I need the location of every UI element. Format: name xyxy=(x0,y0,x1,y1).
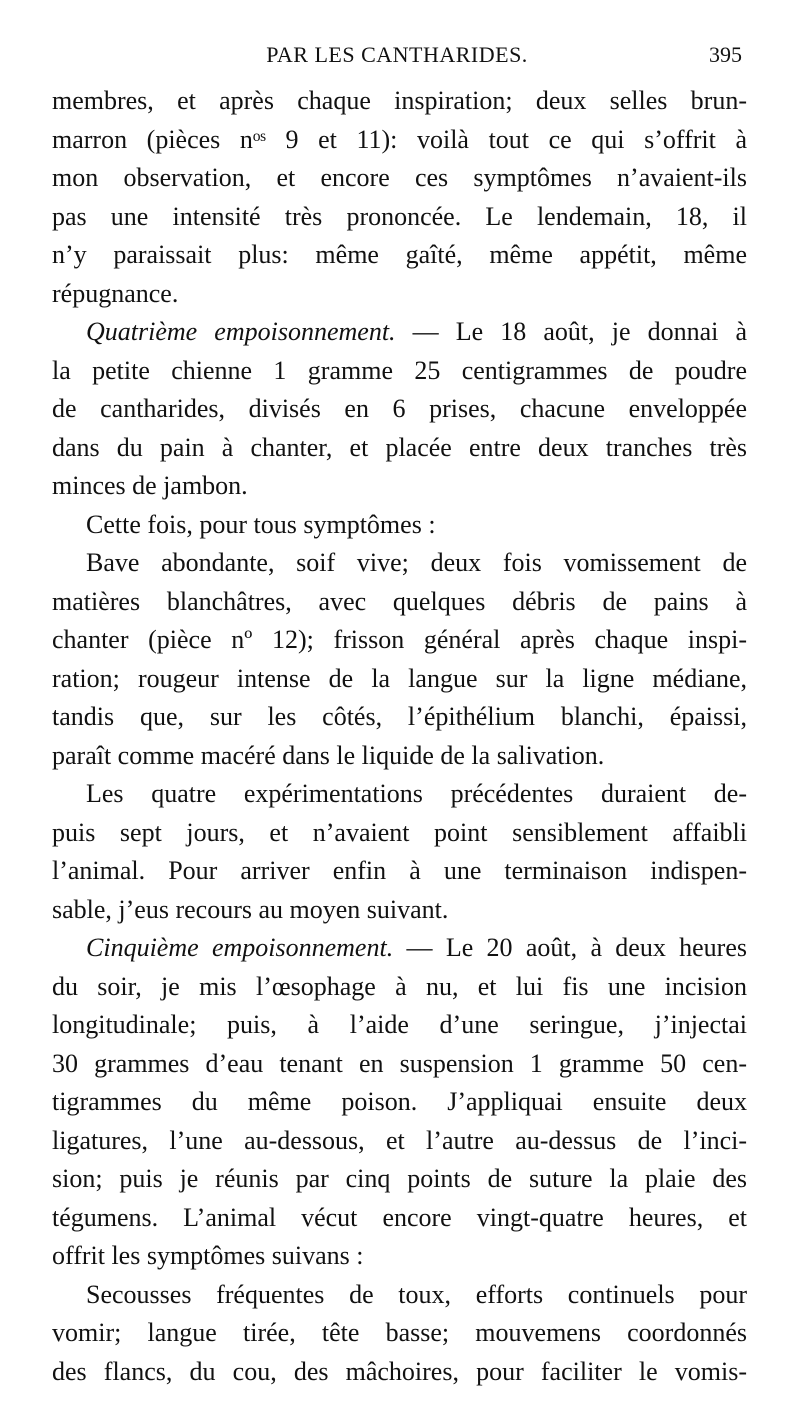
line-text: 30 grammes d’eau tenant en suspension 1 gramme 50 cen- xyxy=(52,1048,747,1078)
text-line xyxy=(52,660,747,699)
text-line xyxy=(52,1122,747,1161)
line-text: Secousses fréquentes de toux, efforts continuels pour xyxy=(86,1279,747,1309)
text-line xyxy=(52,1006,747,1045)
section-heading: Quatrième empoisonnement. xyxy=(86,317,396,346)
line-text: Les quatre expérimentations précédentes duraient de- xyxy=(86,779,747,808)
line-text: tandis que, sur les côtés, l’épithélium blanchi, épaissi, xyxy=(52,702,747,731)
line-text: paraît comme macéré dans le liquide de la salivation. xyxy=(52,740,605,770)
line-text: sable, j’eus recours au moyen suivant. xyxy=(52,894,449,924)
section-heading: Cinquième empoisonnement. xyxy=(86,933,394,962)
text-line xyxy=(52,352,747,391)
text-line xyxy=(52,1199,747,1238)
line-text: pas une intensité très prononcée. Le lendemain, 18, il xyxy=(52,201,747,231)
text-line xyxy=(52,1353,747,1392)
text-line xyxy=(52,506,747,545)
line-text: offrit les symptômes suivans : xyxy=(52,1241,364,1270)
text-line xyxy=(52,390,747,429)
line-text: des flancs, du cou, des mâchoires, pour faciliter le vomis- xyxy=(52,1356,747,1386)
line-text: tigrammes du même poison. J’appliquai ensuite deux xyxy=(52,1087,747,1116)
text-line xyxy=(52,82,747,121)
text-line xyxy=(52,929,747,968)
text-line xyxy=(52,1237,747,1276)
line-text: tégumens. L’animal vécut encore vingt-quatre heures, et xyxy=(52,1202,747,1232)
text-line xyxy=(52,159,747,198)
line-text: l’animal. Pour arriver enfin à une terminaison indispen- xyxy=(52,856,747,885)
line-text: ration; rougeur intense de la langue sur la ligne médiane, xyxy=(52,663,747,693)
text-line xyxy=(52,544,747,583)
text-line xyxy=(52,467,747,506)
line-text: ligatures, l’une au-dessous, et l’autre au-dessus de l’inci- xyxy=(52,1125,747,1155)
body-text xyxy=(52,82,747,1391)
text-line xyxy=(52,275,747,314)
line-text: répugnance. xyxy=(52,278,179,308)
line-text: mon observation, et encore ces symptômes n’avaient-ils xyxy=(52,163,747,192)
text-line xyxy=(52,429,747,468)
line-text: de cantharides, divisés en 6 prises, chacune enveloppée xyxy=(52,394,747,423)
line-text: Bave abondante, soif vive; deux fois vomissement de xyxy=(86,548,747,577)
text-line xyxy=(52,1276,747,1315)
line-text: — Le 18 août, je donnai à xyxy=(395,317,747,346)
text-line xyxy=(52,852,747,891)
line-text: minces de jambon. xyxy=(52,471,248,500)
line-text: sion; puis je réunis par cinq points de suture la plaie des xyxy=(52,1164,747,1193)
text-line xyxy=(52,621,747,660)
text-line xyxy=(52,236,747,275)
text-line xyxy=(52,583,747,622)
text-line xyxy=(52,775,747,814)
text-line xyxy=(52,121,747,160)
line-text: puis sept jours, et n’avaient point sensiblement affaibli xyxy=(52,817,747,847)
line-text: Cette fois, pour tous symptômes : xyxy=(86,509,436,539)
line-text: du soir, je mis l’œsophage à nu, et lui fis une incision xyxy=(52,971,747,1001)
line-text: n’y paraissait plus: même gaîté, même appétit, même xyxy=(52,240,747,269)
line-text: matières blanchâtres, avec quelques débris de pains à xyxy=(52,586,747,616)
line-text: la petite chienne 1 gramme 25 centigrammes de poudre xyxy=(52,355,747,385)
line-text: membres, et après chaque inspiration; deux selles brun- xyxy=(52,86,747,115)
text-line xyxy=(52,1045,747,1084)
text-line xyxy=(52,313,747,352)
text-line xyxy=(52,891,747,930)
running-head: PAR LES CANTHARIDES. xyxy=(266,42,528,67)
page-header xyxy=(52,42,742,76)
text-line xyxy=(52,198,747,237)
text-line xyxy=(52,1314,747,1353)
text-line xyxy=(52,1160,747,1199)
line-text: longitudinale; puis, à l’aide d’une seringue, j’injectai xyxy=(52,1010,747,1039)
line-text: vomir; langue tirée, tête basse; mouvemens coordonnés xyxy=(52,1318,747,1347)
line-text: dans du pain à chanter, et placée entre deux tranches très xyxy=(52,432,747,462)
page-number: 395 xyxy=(709,42,742,67)
text-line xyxy=(52,814,747,853)
text-line xyxy=(52,1083,747,1122)
text-line xyxy=(52,698,747,737)
line-text: marron (pièces nᵒˢ 9 et 11): voilà tout ce qui s’offrit à xyxy=(52,124,747,154)
line-text: — Le 20 août, à deux heures xyxy=(393,933,747,962)
text-line xyxy=(52,737,747,776)
text-line xyxy=(52,968,747,1007)
line-text: chanter (pièce nº 12); frisson général après chaque inspi- xyxy=(52,625,747,654)
